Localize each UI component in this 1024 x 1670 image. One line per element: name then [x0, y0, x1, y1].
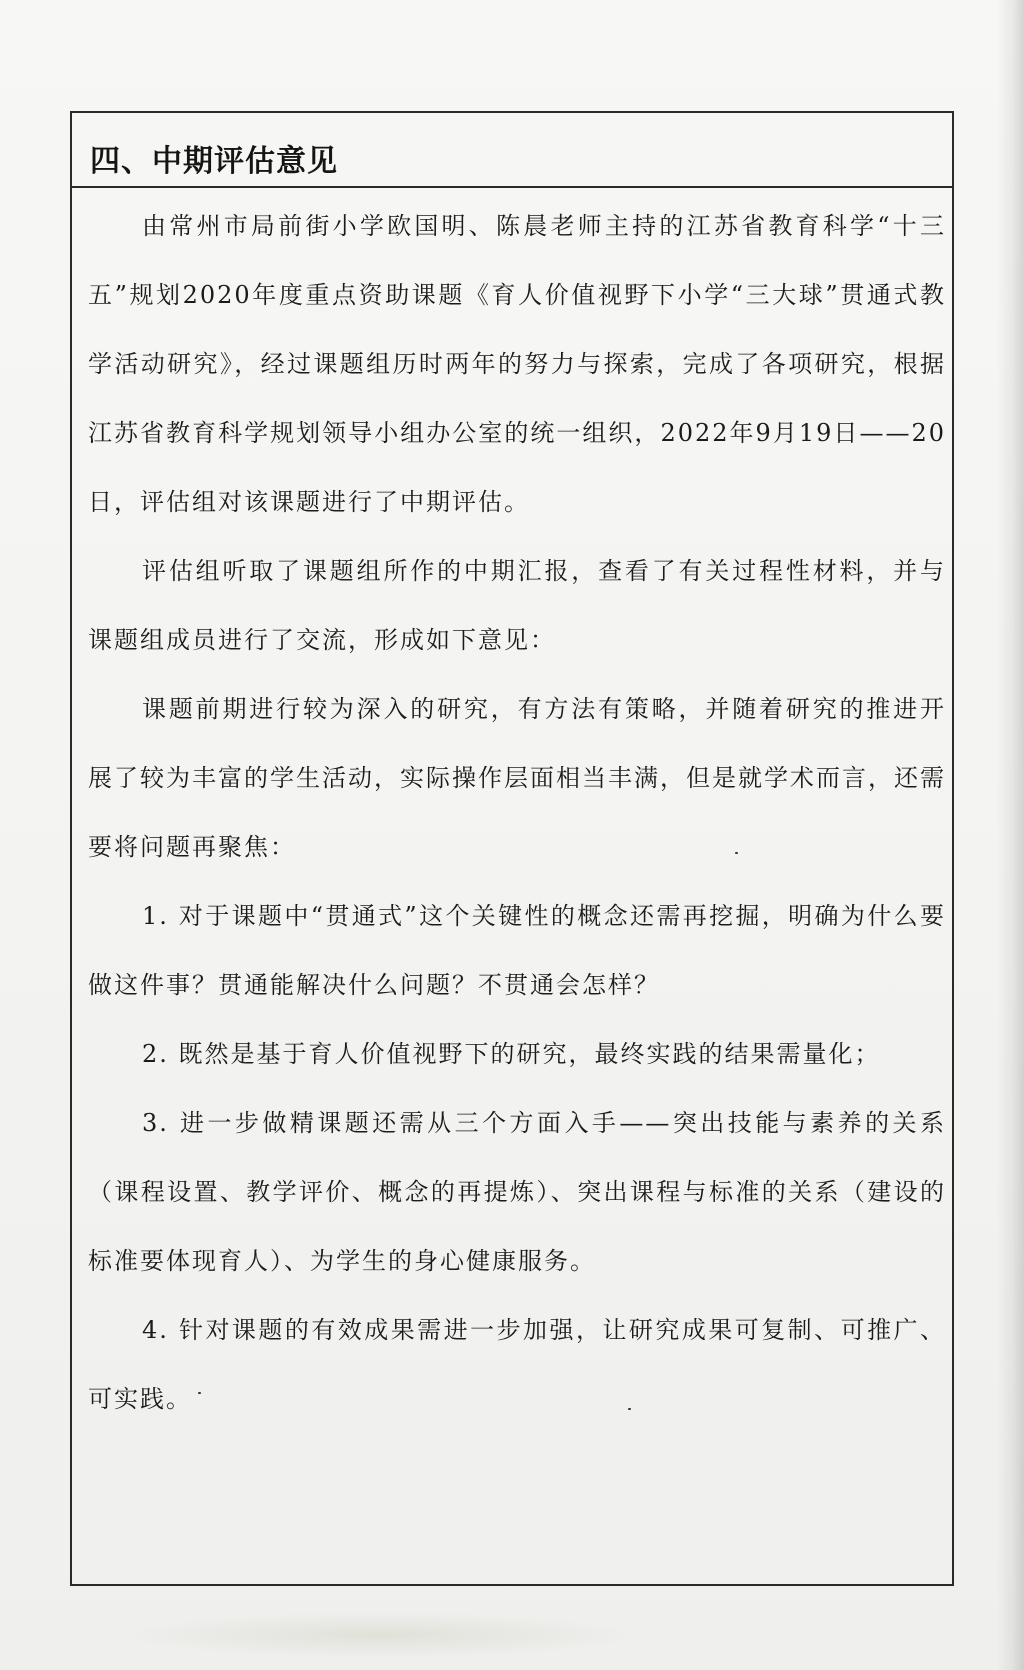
section-title: 四、中期评估意见 — [90, 144, 338, 179]
paragraph-summary: 课题前期进行较为深入的研究，有方法有策略，并随着研究的推进开展了较为丰富的学生活动，实际操作层面相当丰满，但是就学术而言，还需要将问题再聚焦： — [88, 695, 946, 861]
scan-speck — [628, 1408, 631, 1410]
opinion-item-4: 4. 针对课题的有效成果需进一步加强，让研究成果可复制、可推广、可实践。 — [88, 1316, 946, 1413]
scan-smudge — [120, 1612, 640, 1658]
scan-speck — [735, 852, 738, 854]
opinion-item-1: 1. 对于课题中“贯通式”这个关键性的概念还需再挖掘，明确为什么要做这件事？贯通能解决什么问题？不贯通会怎样？ — [88, 902, 946, 999]
opinion-item-3: 3. 进一步做精课题还需从三个方面入手——突出技能与素养的关系（课程设置、教学评价、概念的再提炼）、突出课程与标准的关系（建设的标准要体现育人）、为学生的身心健康服务。 — [88, 1109, 946, 1275]
section-header-row — [72, 113, 952, 188]
paragraph-intro: 由常州市局前街小学欧国明、陈晨老师主持的江苏省教育科学“十三五”规划2020年度重点资助课题《育人价值视野下小学“三大球”贯通式教学活动研究》，经过课题组历时两年的努力与探索，完成了各项研究，根据江苏省教育科学规划领导小组办公室的统一组织，2022年9月19日——20日，评估组对该课题进行了中期评估。 — [88, 212, 946, 516]
opinion-item-2: 2. 既然是基于育人价值视野下的研究，最终实践的结果需量化； — [142, 1040, 881, 1068]
evaluation-form-table — [70, 111, 954, 1586]
scan-speck — [198, 1392, 201, 1394]
page-edge-shadow — [996, 0, 1024, 1670]
evaluation-body — [72, 188, 952, 1584]
paragraph-process: 评估组听取了课题组所作的中期汇报，查看了有关过程性材料，并与课题组成员进行了交流，形成如下意见： — [88, 557, 946, 654]
